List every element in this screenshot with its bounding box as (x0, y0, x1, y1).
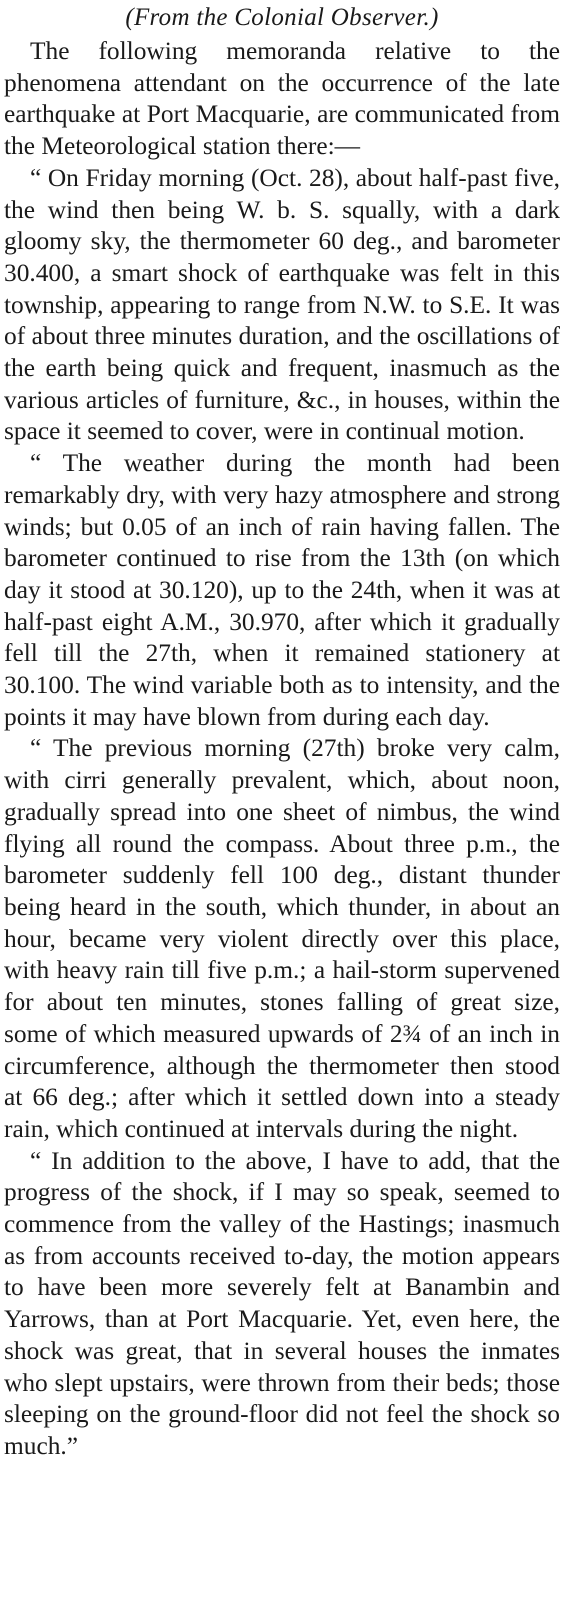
paragraph-shock-report: “ On Friday morning (Oct. 28), about half-past five, the wind then being W. b. S. squally, with a dark gloomy sky, the thermometer 60 deg., and barometer 30.400, a smart shock of earthquake was felt in this township, appearing to range from N.W. to S.E. It was of about three minutes duration, and the oscillations of the earth being quick and frequent, inasmuch as the various articles of furniture, &c., in houses, within the space it seemed to cover, were in continual motion. (4, 163, 560, 446)
source-header: (From the Colonial Observer.) (125, 4, 439, 31)
paragraph-weather-month: “ The weather during the month had been remarkably dry, with very hazy atmosphere and strong winds; but 0.05 of an inch of rain having fallen. The barometer continued to rise from the 13th (on which day it stood at 30.120), up to the 24th, when it was at half-past eight A.M., 30.970, after which it gradually fell till the 27th, when it remained stationery at 30.100. The wind variable both as to intensity, and the points it may have blown from during each day. (4, 449, 560, 731)
paragraph-intro: The following memoranda relative to the phenomena attendant on the occurrence of the late earthquake at Port Macquarie, are communicated from the Meteorological station there:— (4, 37, 560, 161)
paragraph-addition: “ In addition to the above, I have to add, that the progress of the shock, if I may so speak, seemed to commence from the valley of the Hastings; inasmuch as from accounts received to-day, the motion appears to have been more severely felt at Banambin and Yarrows, than at Port Macquarie. Yet, even here, the shock was great, that in several houses the inmates who slept upstairs, were thrown from their beds; those sleeping on the ground-floor did not feel the shock so much.” (4, 1146, 560, 1460)
paragraph-previous-morning: “ The previous morning (27th) broke very calm, with cirri generally prevalent, which, about noon, gradually spread into one sheet of nimbus, the wind flying all round the compass. About three p.m., the barometer suddenly fell 100 deg., distant thunder being heard in the south, which thunder, in about an hour, became very violent directly over this place, with heavy rain till five p.m.; a hail-storm supervened for about ten minutes, stones falling of great size, some of which measured upwards of 2¾ of an inch in circumference, although the thermometer then stood at 66 deg.; after which it settled down into a steady rain, which continued at intervals during the night. (4, 734, 560, 1143)
